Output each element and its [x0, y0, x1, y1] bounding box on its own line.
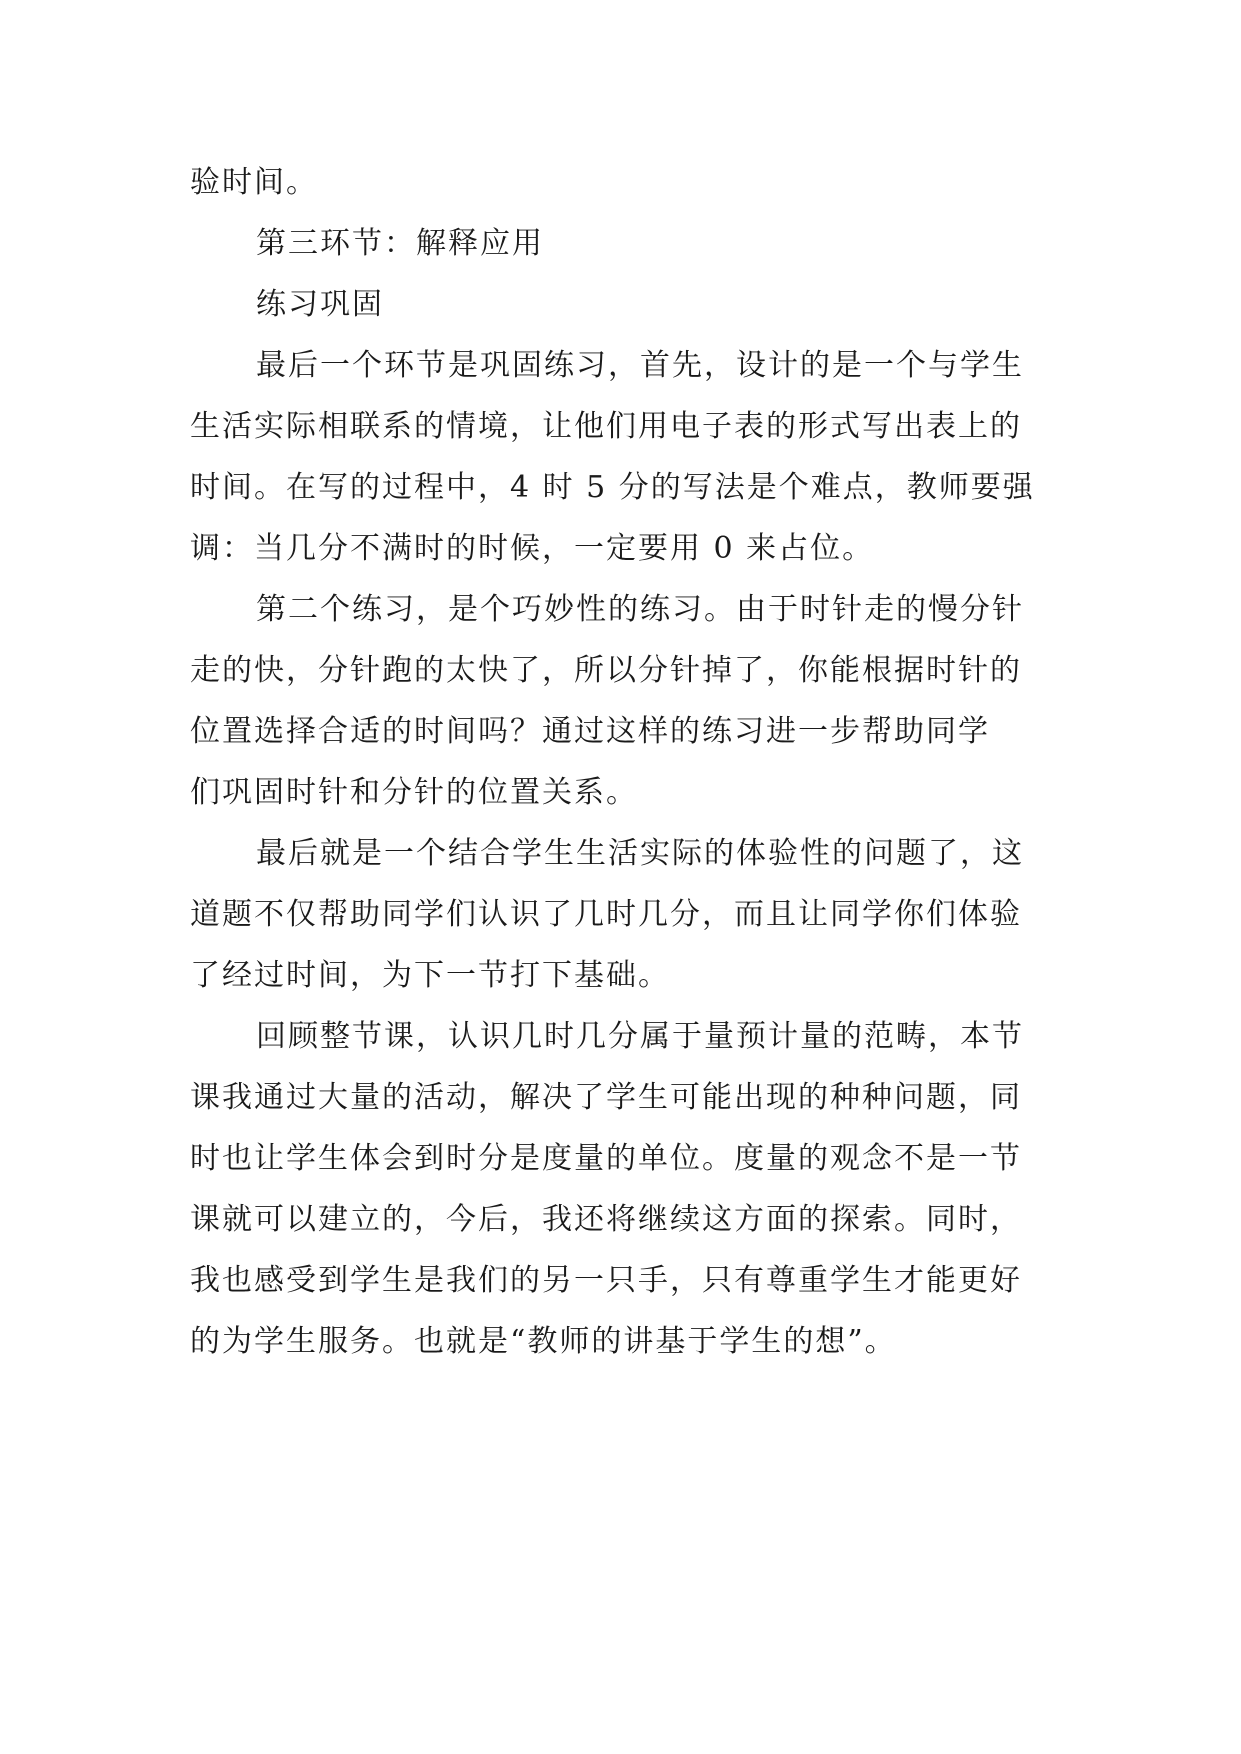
- text-line: 的为学生服务。也就是“教师的讲基于学生的想”。: [190, 1324, 897, 1359]
- section-heading: 第三环节：解释应用: [256, 226, 544, 261]
- text-line: 们巩固时针和分针的位置关系。: [190, 775, 638, 810]
- text-line: 时间。在写的过程中，4 时 5 分的写法是个难点，教师要强: [190, 470, 1035, 505]
- text-line: 最后一个环节是巩固练习，首先，设计的是一个与学生: [256, 348, 1024, 383]
- text-line: 课我通过大量的活动，解决了学生可能出现的种种问题，同: [190, 1080, 1022, 1115]
- text-line: 回顾整节课，认识几时几分属于量预计量的范畴，本节: [256, 1019, 1024, 1054]
- text-line: 第二个练习，是个巧妙性的练习。由于时针走的慢分针: [256, 592, 1024, 627]
- text-line: 道题不仅帮助同学们认识了几时几分，而且让同学你们体验: [190, 897, 1022, 932]
- text-line: 时也让学生体会到时分是度量的单位。度量的观念不是一节: [190, 1141, 1022, 1176]
- text-line: 课就可以建立的，今后，我还将继续这方面的探索。同时，: [190, 1202, 1022, 1237]
- text-line: 最后就是一个结合学生生活实际的体验性的问题了，这: [256, 836, 1024, 871]
- text-line: 走的快，分针跑的太快了，所以分针掉了，你能根据时针的: [190, 653, 1022, 688]
- text-line: 了经过时间，为下一节打下基础。: [190, 958, 670, 993]
- text-line: 我也感受到学生是我们的另一只手，只有尊重学生才能更好: [190, 1263, 1022, 1298]
- subsection-heading: 练习巩固: [256, 287, 384, 322]
- text-line: 验时间。: [190, 165, 318, 200]
- text-line: 调：当几分不满时的时候，一定要用 0 来占位。: [190, 531, 875, 566]
- text-line: 生活实际相联系的情境，让他们用电子表的形式写出表上的: [190, 409, 1022, 444]
- document-body: [190, 152, 1050, 1372]
- text-line: 位置选择合适的时间吗？通过这样的练习进一步帮助同学: [190, 714, 990, 749]
